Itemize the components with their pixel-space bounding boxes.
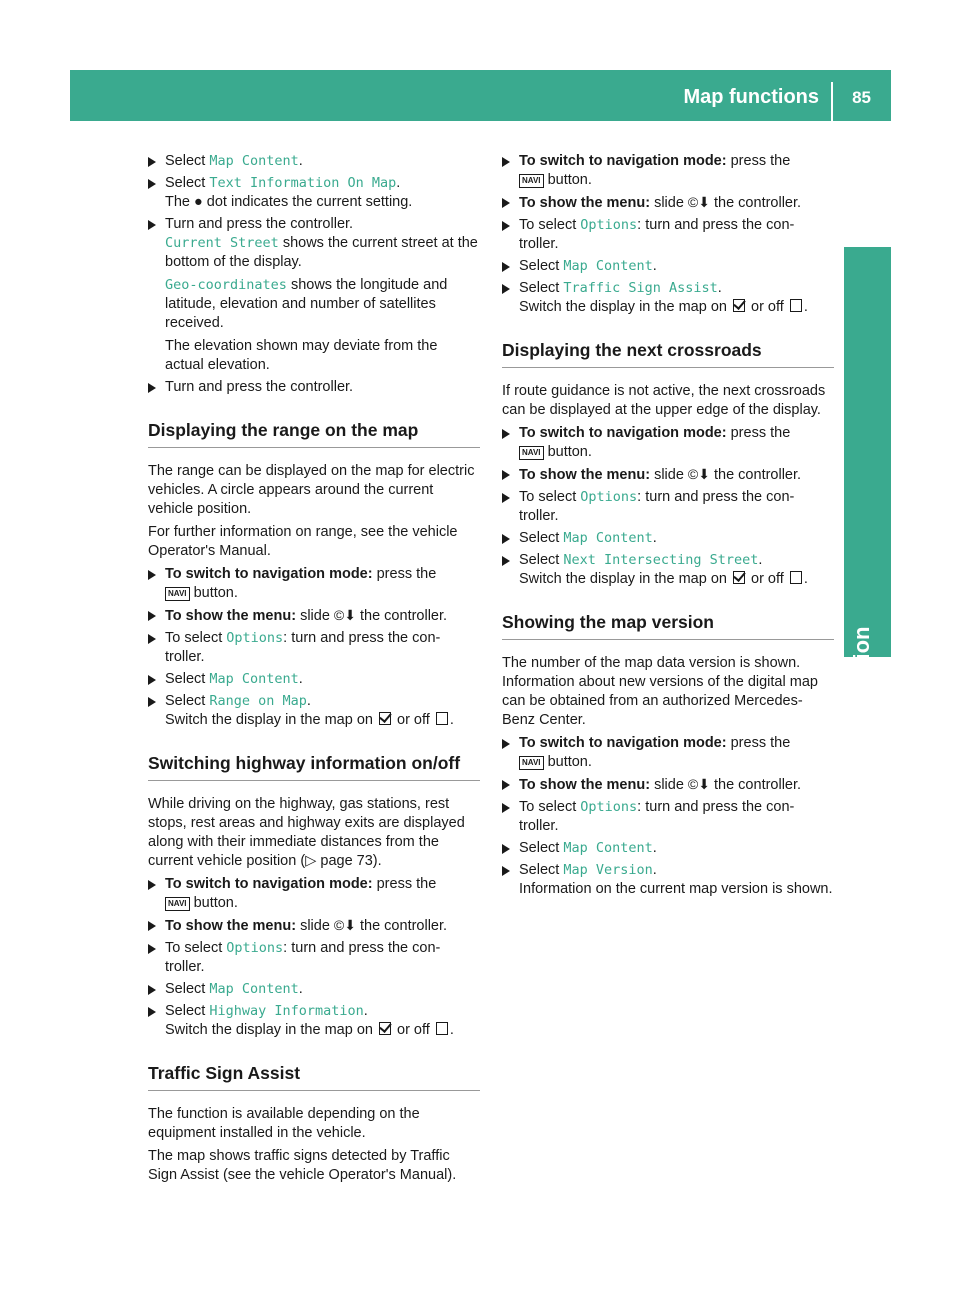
menu-item: Map Content bbox=[563, 530, 653, 546]
step: Select Map Content. bbox=[148, 670, 480, 689]
step: To switch to navigation mode: press the NAVI button. bbox=[502, 152, 834, 190]
section-heading: Displaying the next crossroads bbox=[502, 339, 834, 368]
step-arrow-icon bbox=[148, 985, 156, 995]
step-arrow-icon bbox=[502, 221, 510, 231]
step: Select Map Content. bbox=[148, 152, 480, 171]
page-header bbox=[70, 70, 891, 121]
step: To show the menu: slide ©⬇ the controller. bbox=[148, 916, 480, 936]
menu-item: Options bbox=[226, 630, 284, 646]
step-arrow-icon bbox=[502, 739, 510, 749]
paragraph: The range can be displayed on the map for electric vehicles. A circle appears around the current vehicle position. bbox=[148, 463, 475, 517]
step: Select Map Content. bbox=[502, 529, 834, 548]
menu-item: Text Information On Map bbox=[209, 175, 397, 191]
paragraph: The number of the map data version is shown. Information about new versions of the digital map can be obtained from an authorized Mercedes-Benz Center. bbox=[502, 655, 818, 728]
right-column bbox=[502, 152, 834, 902]
checkbox-unchecked-icon bbox=[790, 299, 802, 312]
step: Turn and press the controller. bbox=[148, 378, 480, 397]
step-arrow-icon bbox=[502, 803, 510, 813]
section-tab bbox=[844, 247, 891, 739]
menu-item: Range on Map bbox=[209, 693, 307, 709]
step-arrow-icon bbox=[502, 262, 510, 272]
section-heading: Traffic Sign Assist bbox=[148, 1062, 480, 1091]
navi-button-icon: NAVI bbox=[519, 756, 544, 770]
step-arrow-icon bbox=[502, 470, 510, 480]
paragraph: The map shows traffic signs detected by Traffic Sign Assist (see the vehicle Operator's Manual). bbox=[148, 1148, 457, 1183]
step: To select Options: turn and press the con- troller. bbox=[502, 488, 834, 526]
step: Select Map Content. bbox=[148, 980, 480, 999]
menu-item: Geo-coordinates bbox=[165, 277, 287, 293]
checkbox-checked-icon bbox=[379, 712, 391, 725]
checkbox-checked-icon bbox=[733, 571, 745, 584]
menu-item: Map Version bbox=[563, 862, 653, 878]
step: To switch to navigation mode: press the NAVI button. bbox=[502, 734, 834, 772]
paragraph: The function is available depending on the equipment installed in the vehicle. bbox=[148, 1106, 420, 1141]
paragraph: While driving on the highway, gas stations, rest stops, rest areas and highway exits are displayed along with their immediate distances from the current vehicle position (▷ page 73). bbox=[148, 796, 465, 869]
menu-item: Map Content bbox=[209, 671, 299, 687]
navi-button-icon: NAVI bbox=[165, 897, 190, 911]
paragraph: For further information on range, see the vehicle Operator's Manual. bbox=[148, 524, 458, 559]
menu-item: Options bbox=[226, 940, 284, 956]
step-arrow-icon bbox=[148, 944, 156, 954]
page-number: 85 bbox=[852, 88, 871, 107]
step: To select Options: turn and press the con- troller. bbox=[148, 629, 480, 667]
step-arrow-icon bbox=[502, 780, 510, 790]
header-divider bbox=[831, 82, 833, 121]
step: To show the menu: slide ©⬇ the controller. bbox=[502, 465, 834, 485]
page-title: Map functions bbox=[683, 86, 819, 108]
menu-item: Next Intersecting Street bbox=[563, 552, 759, 568]
menu-item: Current Street bbox=[165, 235, 279, 251]
checkbox-unchecked-icon bbox=[790, 571, 802, 584]
step: Select Map Content. bbox=[502, 257, 834, 276]
step-arrow-icon bbox=[502, 493, 510, 503]
step: To switch to navigation mode: press the NAVI button. bbox=[502, 424, 834, 462]
checkbox-checked-icon bbox=[379, 1022, 391, 1035]
controller-icon: ©⬇ bbox=[687, 466, 710, 482]
step: Select Next Intersecting Street. Switch the display in the map on or off . bbox=[502, 551, 834, 589]
step-arrow-icon bbox=[502, 284, 510, 294]
step-arrow-icon bbox=[148, 675, 156, 685]
step: Select Map Version. Information on the current map version is shown. bbox=[502, 861, 834, 899]
step: To select Options: turn and press the con- troller. bbox=[502, 798, 834, 836]
checkbox-unchecked-icon bbox=[436, 712, 448, 725]
section-heading: Showing the map version bbox=[502, 611, 834, 640]
step: Select Range on Map. Switch the display in the map on or off . bbox=[148, 692, 480, 730]
step-arrow-icon bbox=[502, 157, 510, 167]
step-arrow-icon bbox=[148, 1007, 156, 1017]
left-column bbox=[148, 152, 480, 1189]
step-arrow-icon bbox=[148, 383, 156, 393]
section-tab-label: Navigation bbox=[849, 626, 874, 739]
controller-icon: ©⬇ bbox=[687, 776, 710, 792]
page-ref-icon: ▷ bbox=[305, 853, 317, 869]
step: Select Highway Information. Switch the display in the map on or off . bbox=[148, 1002, 480, 1040]
menu-item: Highway Information bbox=[209, 1003, 364, 1019]
menu-item: Map Content bbox=[209, 981, 299, 997]
step: Turn and press the controller. Current Street shows the current street at the bottom of the display. Geo-coordinates shows the longitude and latitude, elevation and number of satellites received. The elevation shown may deviate from the actual elevation. bbox=[148, 215, 480, 375]
step: To show the menu: slide ©⬇ the controller. bbox=[502, 775, 834, 795]
controller-icon: ©⬇ bbox=[333, 917, 356, 933]
step-arrow-icon bbox=[148, 697, 156, 707]
controller-icon: ©⬇ bbox=[687, 194, 710, 210]
step: To select Options: turn and press the con- troller. bbox=[148, 939, 480, 977]
step: To switch to navigation mode: press the NAVI button. bbox=[148, 875, 480, 913]
step-arrow-icon bbox=[148, 179, 156, 189]
step-arrow-icon bbox=[148, 921, 156, 931]
step: To select Options: turn and press the con- troller. bbox=[502, 216, 834, 254]
step-arrow-icon bbox=[148, 157, 156, 167]
note: The elevation shown may deviate from the actual elevation. bbox=[165, 338, 438, 373]
controller-icon: ©⬇ bbox=[333, 607, 356, 623]
step: To switch to navigation mode: press the NAVI button. bbox=[148, 565, 480, 603]
step-arrow-icon bbox=[502, 556, 510, 566]
menu-item: Map Content bbox=[563, 840, 653, 856]
step: Select Traffic Sign Assist. Switch the display in the map on or off . bbox=[502, 279, 834, 317]
navi-button-icon: NAVI bbox=[165, 587, 190, 601]
menu-item: Map Content bbox=[209, 153, 299, 169]
step-arrow-icon bbox=[502, 844, 510, 854]
step: Select Map Content. bbox=[502, 839, 834, 858]
section-heading: Displaying the range on the map bbox=[148, 419, 480, 448]
checkbox-checked-icon bbox=[733, 299, 745, 312]
menu-item: Traffic Sign Assist bbox=[563, 280, 718, 296]
step: To show the menu: slide ©⬇ the controller. bbox=[148, 606, 480, 626]
menu-item: Options bbox=[580, 217, 638, 233]
navi-button-icon: NAVI bbox=[519, 174, 544, 188]
step-arrow-icon bbox=[148, 634, 156, 644]
step-arrow-icon bbox=[502, 866, 510, 876]
note: The ● dot indicates the current setting. bbox=[165, 194, 413, 210]
step-arrow-icon bbox=[148, 611, 156, 621]
navi-button-icon: NAVI bbox=[519, 446, 544, 460]
step-arrow-icon bbox=[502, 534, 510, 544]
step-arrow-icon bbox=[502, 198, 510, 208]
menu-item: Map Content bbox=[563, 258, 653, 274]
section-heading: Switching highway information on/off bbox=[148, 752, 480, 781]
step-arrow-icon bbox=[148, 220, 156, 230]
step-arrow-icon bbox=[502, 429, 510, 439]
step-arrow-icon bbox=[148, 570, 156, 580]
paragraph: If route guidance is not active, the next crossroads can be displayed at the upper edge of the display. bbox=[502, 383, 826, 418]
step-arrow-icon bbox=[148, 880, 156, 890]
step: Select Text Information On Map. The ● dot indicates the current setting. bbox=[148, 174, 480, 212]
menu-item: Options bbox=[580, 799, 638, 815]
checkbox-unchecked-icon bbox=[436, 1022, 448, 1035]
step: To show the menu: slide ©⬇ the controller. bbox=[502, 193, 834, 213]
menu-item: Options bbox=[580, 489, 638, 505]
